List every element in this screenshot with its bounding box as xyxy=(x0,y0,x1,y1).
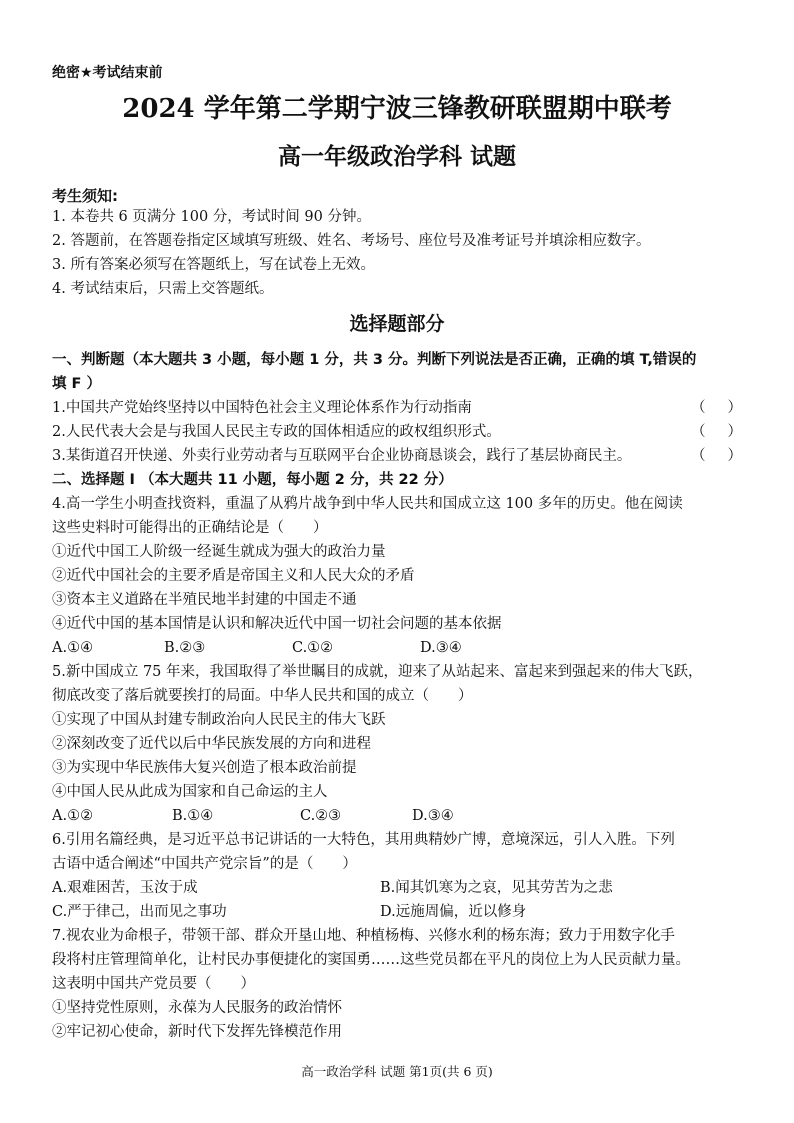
notice-heading: 考生须知: xyxy=(52,187,118,205)
option-b: B.②③ xyxy=(164,640,206,656)
answer-bracket-2: （ ） xyxy=(691,424,742,440)
statement-item: ④中国人民从此成为国家和自己命运的主人 xyxy=(52,784,328,800)
option-c: C.严于律己，出而见之事功 xyxy=(52,904,227,920)
question-1: 1.中国共产党始终坚持以中国特色社会主义理论体系作为行动指南 xyxy=(52,400,472,416)
notice-item: 1. 本卷共 6 页满分 100 分，考试时间 90 分钟。 xyxy=(52,209,371,225)
question-7-stem: 这表明中国共产党员要（ ） xyxy=(52,976,255,992)
option-d: D.远施周偏，近以修身 xyxy=(380,904,527,920)
option-c: C.②③ xyxy=(300,808,342,824)
question-6-stem: 6.引用名篇经典，是习近平总书记讲话的一大特色，其用典精妙广博，意境深远，引人入胜。下列 xyxy=(52,832,675,848)
answer-options xyxy=(52,877,613,899)
answer-options xyxy=(52,805,454,827)
option-d: D.③④ xyxy=(420,640,462,656)
part2-heading: 二、选择题 I （本大题共 11 小题，每小题 2 分，共 22 分） xyxy=(52,472,453,488)
statement-item: ④近代中国的基本国情是认识和解决近代中国一切社会问题的基本依据 xyxy=(52,616,502,632)
notice-item: 2. 答题前，在答题卷指定区域填写班级、姓名、考场号、座位号及准考证号并填涂相应数字。 xyxy=(52,233,651,249)
option-c: C.①② xyxy=(292,640,334,656)
question-7-stem: 段将村庄管理简单化，让村民办事便捷化的窦国勇……这些党员都在平凡的岗位上为人民贡献力量。 xyxy=(52,952,690,968)
statement-item: ①实现了中国从封建专制政治向人民民主的伟大飞跃 xyxy=(52,712,386,728)
statement-item: ③为实现中华民族伟大复兴创造了根本政治前提 xyxy=(52,760,357,776)
answer-options xyxy=(52,637,462,659)
section-title: 选择题部分 xyxy=(349,313,445,335)
statement-item: ①坚持党性原则，永葆为人民服务的政治情怀 xyxy=(52,1000,342,1016)
statement-item: ②近代中国社会的主要矛盾是帝国主义和人民大众的矛盾 xyxy=(52,568,415,584)
option-a: A.①② xyxy=(52,808,94,824)
exam-subtitle: 高一年级政治学科 试题 xyxy=(277,143,516,170)
question-6-stem: 古语中适合阐述“中国共产党宗旨”的是（ ） xyxy=(52,856,357,872)
option-a: A.艰难困苦，玉汝于成 xyxy=(52,880,198,896)
statement-item: ②深刻改变了近代以后中华民族发展的方向和进程 xyxy=(52,736,371,752)
answer-bracket-3: （ ） xyxy=(691,448,742,464)
question-3: 3.某街道召开快递、外卖行业劳动者与互联网平台企业协商恳谈会，践行了基层协商民主。 xyxy=(52,448,632,464)
statement-item: ③资本主义道路在半殖民地半封建的中国走不通 xyxy=(52,592,357,608)
question-5-stem: 彻底改变了落后就要挨打的局面。中华人民共和国的成立（ ） xyxy=(52,688,473,704)
page-footer: 高一政治学科 试题 第1页(共 6 页) xyxy=(301,1064,493,1079)
question-4-stem: 这些史料时可能得出的正确结论是（ ） xyxy=(52,520,328,536)
question-4-stem: 4.高一学生小明查找资料，重温了从鸦片战争到中华人民共和国成立这 100 多年的历史。他在阅读 xyxy=(52,496,683,512)
notice-item: 4. 考试结束后，只需上交答题纸。 xyxy=(52,281,274,297)
part1-heading-line1: 一、判断题（本大题共 3 小题，每小题 1 分，共 3 分。判断下列说法是否正确，正确的填 T,错误的 xyxy=(52,352,697,368)
confidential-label: 绝密★考试结束前 xyxy=(52,65,163,81)
question-2: 2.人民代表大会是与我国人民民主专政的国体相适应的政权组织形式。 xyxy=(52,424,501,440)
notice-item: 3. 所有答案必须写在答题纸上，写在试卷上无效。 xyxy=(52,257,375,273)
option-b: B.闻其饥寒为之哀，见其劳苦为之悲 xyxy=(380,880,613,896)
answer-bracket-1: （ ） xyxy=(691,400,742,416)
question-5-stem: 5.新中国成立 75 年来，我国取得了举世瞩目的成就，迎来了从站起来、富起来到强起来的伟大飞跃， xyxy=(52,664,703,680)
answer-options xyxy=(52,901,526,923)
part1-heading-line2: 填 F ） xyxy=(52,376,102,392)
question-7-stem: 7.视农业为命根子，带领干部、群众开垦山地、种植杨梅、兴修水利的杨东海；致力于用数字化手 xyxy=(52,928,675,944)
statement-item: ②牢记初心使命，新时代下发挥先锋模范作用 xyxy=(52,1024,342,1040)
exam-title: 2024 学年第二学期宁波三锋教研联盟期中联考 xyxy=(122,94,672,124)
option-b: B.①④ xyxy=(172,808,214,824)
option-a: A.①④ xyxy=(52,640,94,656)
option-d: D.③④ xyxy=(412,808,454,824)
statement-item: ①近代中国工人阶级一经诞生就成为强大的政治力量 xyxy=(52,544,386,560)
